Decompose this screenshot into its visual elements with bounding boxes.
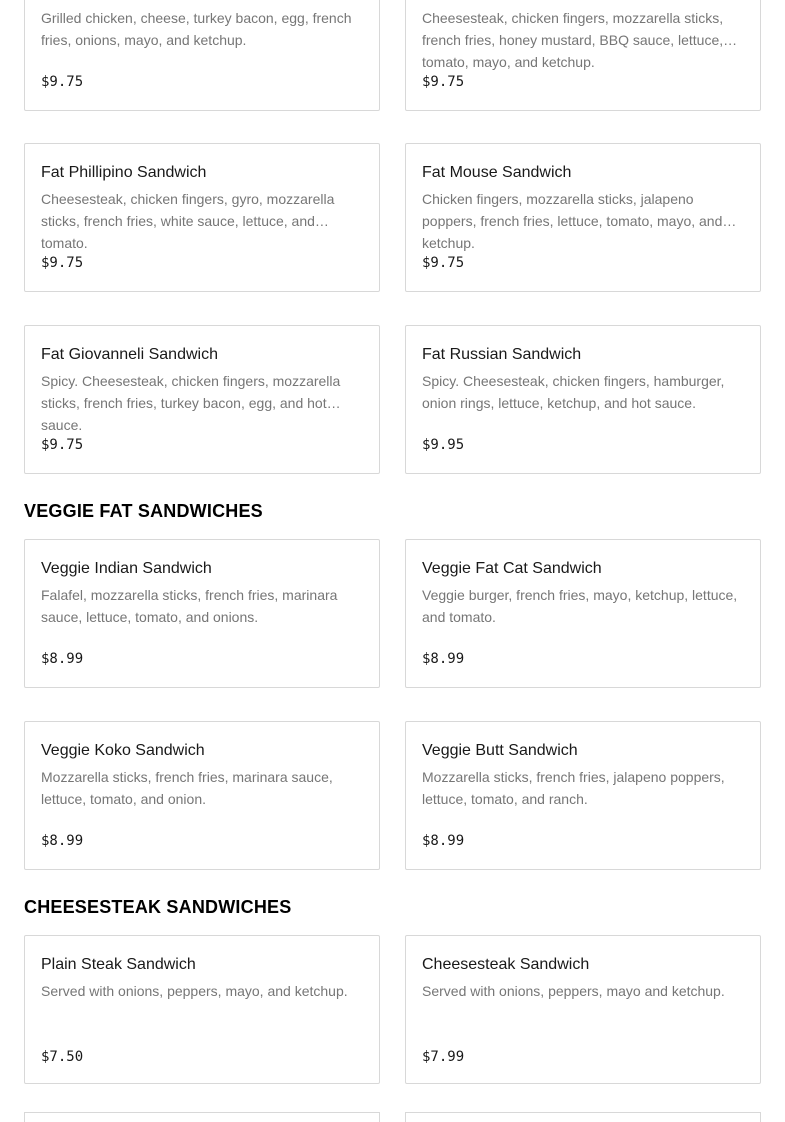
menu-item-card[interactable] <box>24 935 380 1084</box>
menu-item-card[interactable] <box>405 539 761 688</box>
menu-item-price: $7.50 <box>41 1049 84 1065</box>
menu-item-description: Served with onions, peppers, mayo and ketchup. <box>422 983 725 999</box>
menu-item-name: Fat Mouse Sandwich <box>422 164 572 181</box>
menu-item-description: Grilled chicken, cheese, turkey bacon, egg, french fries, onions, mayo, and ketchup. <box>41 10 352 48</box>
menu-item-card[interactable] <box>405 721 761 870</box>
menu-item-card[interactable] <box>24 721 380 870</box>
menu-item-description: Mozzarella sticks, french fries, jalapeno poppers, lettuce, tomato, and ranch. <box>422 769 725 807</box>
menu-item-description: Veggie burger, french fries, mayo, ketchup, lettuce, and tomato. <box>422 587 738 625</box>
menu-item-name: Plain Steak Sandwich <box>41 956 196 973</box>
menu-item-description: Cheesesteak, chicken fingers, mozzarella sticks, french fries, honey mustard, BBQ sauce, lettuce, tomato, mayo, and ketchup. <box>422 10 724 70</box>
menu-item-description: Falafel, mozzarella sticks, french fries, marinara sauce, lettuce, tomato, and onions. <box>41 587 338 625</box>
menu-item-price: $9.75 <box>422 74 465 90</box>
menu-item-name: Veggie Indian Sandwich <box>41 560 212 577</box>
menu-item-price: $8.99 <box>41 833 84 849</box>
menu-item-name: Veggie Butt Sandwich <box>422 742 578 759</box>
menu-item-card[interactable] <box>405 935 761 1084</box>
menu-item-description: Mozzarella sticks, french fries, marinara sauce, lettuce, tomato, and onion. <box>41 769 333 807</box>
menu-item-price: $8.99 <box>41 651 84 667</box>
menu-item-card-partial[interactable] <box>24 1112 380 1122</box>
section-title-veggie: VEGGIE FAT SANDWICHES <box>24 501 263 521</box>
menu-item-name: Fat Giovanneli Sandwich <box>41 346 218 363</box>
menu-item-price: $9.95 <box>422 437 465 453</box>
menu-item-description: Spicy. Cheesesteak, chicken fingers, mozzarella sticks, french fries, turkey bacon, egg, and hot sauce. <box>41 373 341 433</box>
menu-item-card[interactable] <box>24 539 380 688</box>
menu-item-name: Fat Phillipino Sandwich <box>41 164 207 181</box>
menu-item-description: Served with onions, peppers, mayo, and ketchup. <box>41 983 348 999</box>
menu-item-name: Veggie Fat Cat Sandwich <box>422 560 602 577</box>
menu-item-card-partial[interactable] <box>405 1112 761 1122</box>
menu-item-card[interactable] <box>405 143 761 292</box>
menu-item-description: Cheesesteak, chicken fingers, gyro, mozzarella sticks, french fries, white sauce, lettuce, and tomato. <box>41 191 335 251</box>
menu-item-price: $9.75 <box>422 255 465 271</box>
menu-item-card[interactable] <box>24 325 380 474</box>
menu-item-price: $8.99 <box>422 833 465 849</box>
menu-item-card[interactable] <box>405 0 761 111</box>
menu-item-card[interactable] <box>24 0 380 111</box>
menu-item-description: Chicken fingers, mozzarella sticks, jalapeno poppers, french fries, lettuce, tomato, mayo, and ketchup. <box>422 191 723 251</box>
menu-item-price: $9.75 <box>41 74 84 90</box>
menu-item-price: $9.75 <box>41 437 84 453</box>
menu-item-name: Veggie Koko Sandwich <box>41 742 205 759</box>
menu-item-price: $9.75 <box>41 255 84 271</box>
menu-item-description: Spicy. Cheesesteak, chicken fingers, hamburger, onion rings, lettuce, ketchup, and hot sauce. <box>422 373 725 411</box>
menu-item-card[interactable] <box>24 143 380 292</box>
menu-item-name: Fat Russian Sandwich <box>422 346 582 363</box>
menu-item-card[interactable] <box>405 325 761 474</box>
menu-item-name: Cheesesteak Sandwich <box>422 956 590 973</box>
menu-item-price: $8.99 <box>422 651 465 667</box>
section-title-cheesesteak: CHEESESTEAK SANDWICHES <box>24 897 292 917</box>
menu-item-price: $7.99 <box>422 1049 465 1065</box>
